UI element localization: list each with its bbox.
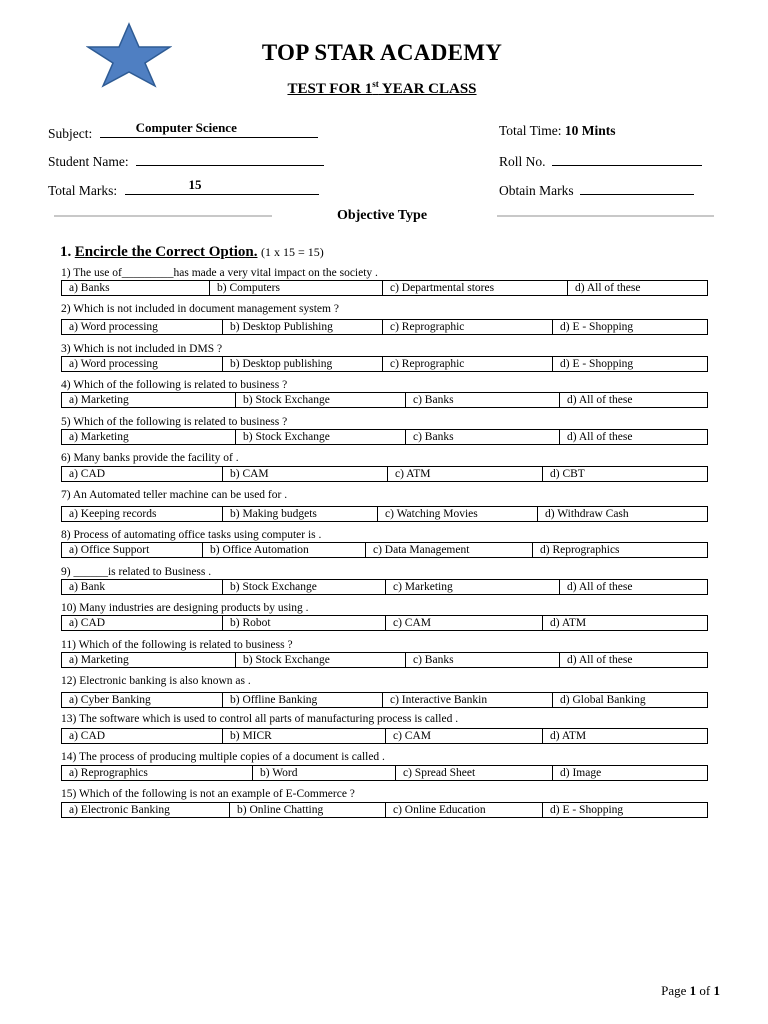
option-d[interactable]: d) Reprographics: [532, 543, 707, 557]
student-name-label: Student Name:: [48, 154, 129, 169]
section-number: 1.: [60, 244, 72, 260]
option-c[interactable]: c) Banks: [405, 393, 559, 407]
options-row: [61, 392, 708, 408]
option-a[interactable]: a) Word processing: [69, 321, 158, 333]
question-text: 1) The use of_________has made a very vital impact on the society .: [61, 267, 378, 279]
total-time-value: 10 Mints: [564, 123, 616, 138]
option-d[interactable]: d) All of these: [567, 281, 707, 295]
option-d[interactable]: d) ATM: [542, 729, 707, 743]
option-a[interactable]: a) Office Support: [69, 544, 150, 556]
question-text: 9) ______is related to Business .: [61, 566, 212, 578]
question-text: 7) An Automated teller machine can be used for .: [61, 489, 288, 501]
question-text: 11) Which of the following is related to business ?: [61, 639, 293, 651]
option-d[interactable]: d) E - Shopping: [552, 320, 707, 334]
total-marks-row: [48, 177, 319, 199]
roll-no-field[interactable]: [552, 151, 702, 166]
total-marks-field[interactable]: [125, 177, 319, 195]
option-a[interactable]: a) Bank: [69, 581, 106, 593]
roll-no-row: [499, 151, 702, 170]
academy-title: TOP STAR ACADEMY: [261, 40, 503, 65]
options-row: [61, 728, 708, 744]
option-c[interactable]: c) CAM: [385, 729, 542, 743]
option-b[interactable]: b) Making budgets: [222, 507, 377, 521]
option-c[interactable]: c) Data Management: [365, 543, 532, 557]
option-a[interactable]: a) Marketing: [69, 394, 129, 406]
subject-row: [48, 120, 318, 142]
total-marks-value: 15: [188, 177, 202, 192]
options-row: [61, 652, 708, 668]
options-row: [61, 466, 708, 482]
page-number: Page 1 of 1: [661, 983, 720, 998]
options-row: [61, 429, 708, 445]
option-b[interactable]: b) Offline Banking: [222, 693, 382, 707]
option-b[interactable]: b) Desktop publishing: [222, 357, 382, 371]
option-a[interactable]: a) Reprographics: [69, 767, 148, 779]
option-c[interactable]: c) Online Education: [385, 803, 542, 817]
option-b[interactable]: b) Stock Exchange: [235, 393, 405, 407]
option-d[interactable]: d) Global Banking: [552, 693, 707, 707]
option-d[interactable]: d) Withdraw Cash: [537, 507, 707, 521]
option-a[interactable]: a) Keeping records: [69, 508, 157, 520]
options-row: [61, 319, 708, 335]
roll-no-label: Roll No.: [499, 154, 546, 169]
option-d[interactable]: d) E - Shopping: [542, 803, 707, 817]
option-d[interactable]: d) E - Shopping: [552, 357, 707, 371]
total-time-label: Total Time:: [499, 123, 562, 138]
option-b[interactable]: b) Desktop Publishing: [222, 320, 382, 334]
option-d[interactable]: d) All of these: [559, 430, 707, 444]
question-text: 4) Which of the following is related to business ?: [61, 379, 288, 391]
question-text: 5) Which of the following is related to business ?: [61, 416, 288, 428]
options-row: [61, 765, 708, 781]
option-d[interactable]: d) All of these: [559, 580, 707, 594]
question-text: 14) The process of producing multiple copies of a document is called .: [61, 751, 385, 763]
option-a[interactable]: a) Electronic Banking: [69, 804, 170, 816]
question-text: 2) Which is not included in document management system ?: [61, 303, 339, 315]
option-a[interactable]: a) Word processing: [69, 358, 158, 370]
test-subtitle: TEST FOR 1st YEAR CLASS: [287, 79, 477, 97]
subject-label: Subject:: [48, 126, 93, 141]
option-c[interactable]: c) Watching Movies: [377, 507, 537, 521]
option-c[interactable]: c) CAM: [385, 616, 542, 630]
total-marks-label: Total Marks:: [48, 183, 118, 198]
option-c[interactable]: c) ATM: [387, 467, 542, 481]
option-c[interactable]: c) Interactive Bankin: [382, 693, 552, 707]
option-a[interactable]: a) CAD: [69, 730, 106, 742]
option-b[interactable]: b) Online Chatting: [229, 803, 385, 817]
options-row: [61, 506, 708, 522]
subject-value: Computer Science: [135, 120, 237, 135]
option-c[interactable]: c) Banks: [405, 430, 559, 444]
student-name-field[interactable]: [136, 151, 324, 166]
option-d[interactable]: d) CBT: [542, 467, 707, 481]
options-row: [61, 280, 708, 296]
obtain-marks-field[interactable]: [580, 180, 694, 195]
options-row: [61, 615, 708, 631]
options-row: [61, 579, 708, 595]
option-a[interactable]: a) Banks: [69, 282, 110, 294]
option-b[interactable]: b) Stock Exchange: [235, 430, 405, 444]
options-row: [61, 692, 708, 708]
option-a[interactable]: a) CAD: [69, 617, 106, 629]
section-marks: (1 x 15 = 15): [261, 245, 324, 259]
question-text: 12) Electronic banking is also known as .: [61, 675, 251, 687]
question-text: 10) Many industries are designing products by using .: [61, 602, 309, 614]
options-row: [61, 802, 708, 818]
subject-field[interactable]: [100, 120, 318, 138]
obtain-marks-row: [499, 180, 694, 199]
option-c[interactable]: c) Departmental stores: [382, 281, 567, 295]
option-b[interactable]: b) Robot: [222, 616, 385, 630]
question-text: 6) Many banks provide the facility of .: [61, 452, 239, 464]
option-d[interactable]: d) ATM: [542, 616, 707, 630]
options-row: [61, 542, 708, 558]
option-b[interactable]: b) Computers: [209, 281, 382, 295]
option-b[interactable]: b) Office Automation: [202, 543, 365, 557]
section-instruction: Encircle the Correct Option.: [74, 244, 258, 260]
student-name-row: [48, 151, 324, 170]
option-a[interactable]: a) Marketing: [69, 654, 129, 666]
objective-type-heading: Objective Type: [336, 208, 428, 223]
options-row: [61, 356, 708, 372]
option-c[interactable]: c) Banks: [405, 653, 559, 667]
option-d[interactable]: d) All of these: [559, 653, 707, 667]
total-time-row: [499, 123, 615, 139]
option-d[interactable]: d) Image: [552, 766, 707, 780]
option-a[interactable]: a) Cyber Banking: [69, 694, 151, 706]
question-text: 8) Process of automating office tasks using computer is .: [61, 529, 322, 541]
option-b[interactable]: b) Stock Exchange: [235, 653, 405, 667]
option-c[interactable]: c) Spread Sheet: [395, 766, 552, 780]
option-a[interactable]: a) CAD: [69, 468, 106, 480]
option-a[interactable]: a) Marketing: [69, 431, 129, 443]
option-b[interactable]: b) Stock Exchange: [222, 580, 385, 594]
obtain-marks-label: Obtain Marks: [499, 183, 574, 198]
option-c[interactable]: c) Reprographic: [382, 357, 552, 371]
question-text: 15) Which of the following is not an example of E-Commerce ?: [61, 788, 355, 800]
question-text: 13) The software which is used to control all parts of manufacturing process is called .: [61, 713, 459, 725]
option-b[interactable]: b) Word: [252, 766, 395, 780]
question-text: 3) Which is not included in DMS ?: [61, 343, 223, 355]
option-b[interactable]: b) MICR: [222, 729, 385, 743]
option-d[interactable]: d) All of these: [559, 393, 707, 407]
section-heading: [60, 244, 324, 261]
option-c[interactable]: c) Reprographic: [382, 320, 552, 334]
right-divider: [497, 215, 714, 217]
option-b[interactable]: b) CAM: [222, 467, 387, 481]
option-c[interactable]: c) Marketing: [385, 580, 559, 594]
